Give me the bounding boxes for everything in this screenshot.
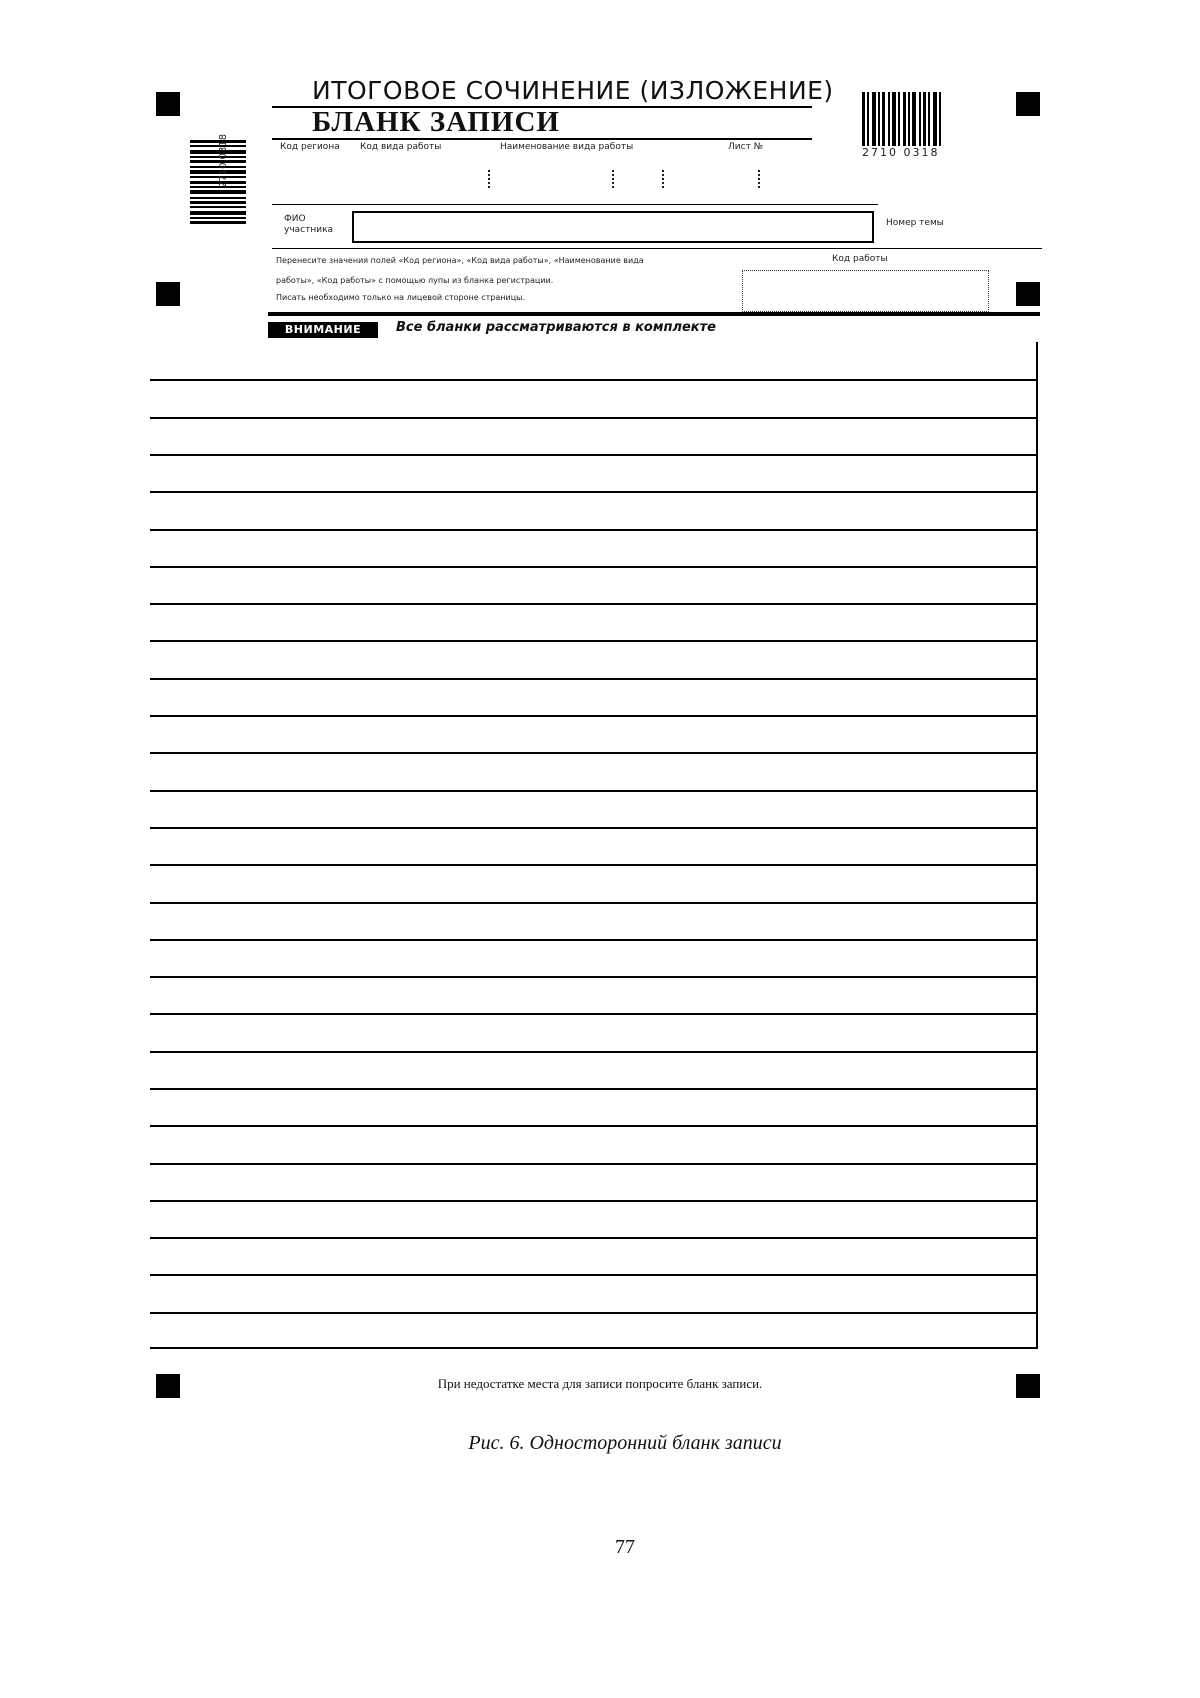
instruction-line-2: работы», «Код работы» с помощью лупы из бланка регистрации.: [276, 276, 554, 285]
figure-caption: Рис. 6. Односторонний бланк записи: [468, 1432, 782, 1454]
fio-field[interactable]: [352, 211, 874, 243]
footer-note: При недостатке места для записи попросите бланк записи.: [437, 1376, 763, 1391]
field-separator: [662, 170, 664, 188]
field-separator: [758, 170, 760, 188]
corner-marker-top-left: [156, 92, 180, 116]
form-title-line1: ИТОГОВОЕ СОЧИНЕНИЕ (ИЗЛОЖЕНИЕ): [312, 76, 834, 105]
side-barcode-number: 2710 0318: [218, 133, 229, 188]
attention-text: Все бланки рассматриваются в комплекте: [396, 320, 716, 335]
instruction-line-3: Писать необходимо только на лицевой стороне страницы.: [276, 293, 525, 302]
writing-line: [150, 491, 1036, 493]
writing-line: [150, 790, 1036, 792]
writing-line: [150, 454, 1036, 456]
writing-line: [150, 1125, 1036, 1127]
writing-line: [150, 1163, 1036, 1165]
label-sheet-no: Лист №: [728, 142, 764, 152]
instruction-line-1: Перенесите значения полей «Код региона», «Код вида работы», «Наименование вида: [276, 256, 644, 265]
attention-badge: ВНИМАНИЕ: [268, 322, 378, 338]
label-work-code: Код вида работы: [360, 142, 442, 152]
label-theme-no: Номер темы: [886, 218, 944, 228]
writing-line: [150, 864, 1036, 866]
writing-line: [150, 1237, 1036, 1239]
writing-line: [150, 1088, 1036, 1090]
label-region-code: Код региона: [280, 142, 340, 152]
fio-rule: [272, 248, 1042, 249]
writing-area[interactable]: [150, 342, 1038, 1349]
top-barcode-number: 2710 0318: [862, 146, 940, 159]
writing-line: [150, 529, 1036, 531]
writing-line: [150, 976, 1036, 978]
writing-line: [150, 752, 1036, 754]
corner-marker-mid-left: [156, 282, 180, 306]
writing-line: [150, 566, 1036, 568]
writing-line: [150, 1013, 1036, 1015]
header-rule: [272, 204, 878, 205]
work-code-field[interactable]: [742, 270, 989, 312]
writing-line: [150, 1312, 1036, 1314]
writing-line: [150, 1200, 1036, 1202]
corner-marker-mid-right: [1016, 282, 1040, 306]
writing-line: [150, 715, 1036, 717]
form-title-line2: БЛАНК ЗАПИСИ: [312, 106, 560, 138]
field-separator: [488, 170, 490, 188]
writing-line: [150, 678, 1036, 680]
writing-line: [150, 603, 1036, 605]
writing-line: [150, 1051, 1036, 1053]
writing-line: [150, 640, 1036, 642]
corner-marker-top-right: [1016, 92, 1040, 116]
attention-rule: [268, 312, 1040, 316]
writing-line: [150, 939, 1036, 941]
writing-line: [150, 417, 1036, 419]
writing-line: [150, 379, 1036, 381]
title-rule-2: [272, 138, 812, 140]
writing-line: [150, 902, 1036, 904]
label-work-code-box: Код работы: [832, 254, 888, 264]
top-barcode: [862, 92, 941, 146]
field-separator: [612, 170, 614, 188]
label-work-name: Наименование вида работы: [500, 142, 634, 152]
writing-line: [150, 1274, 1036, 1276]
label-fio: ФИО участника: [284, 214, 334, 235]
writing-line: [150, 827, 1036, 829]
page-number: 77: [615, 1536, 635, 1558]
